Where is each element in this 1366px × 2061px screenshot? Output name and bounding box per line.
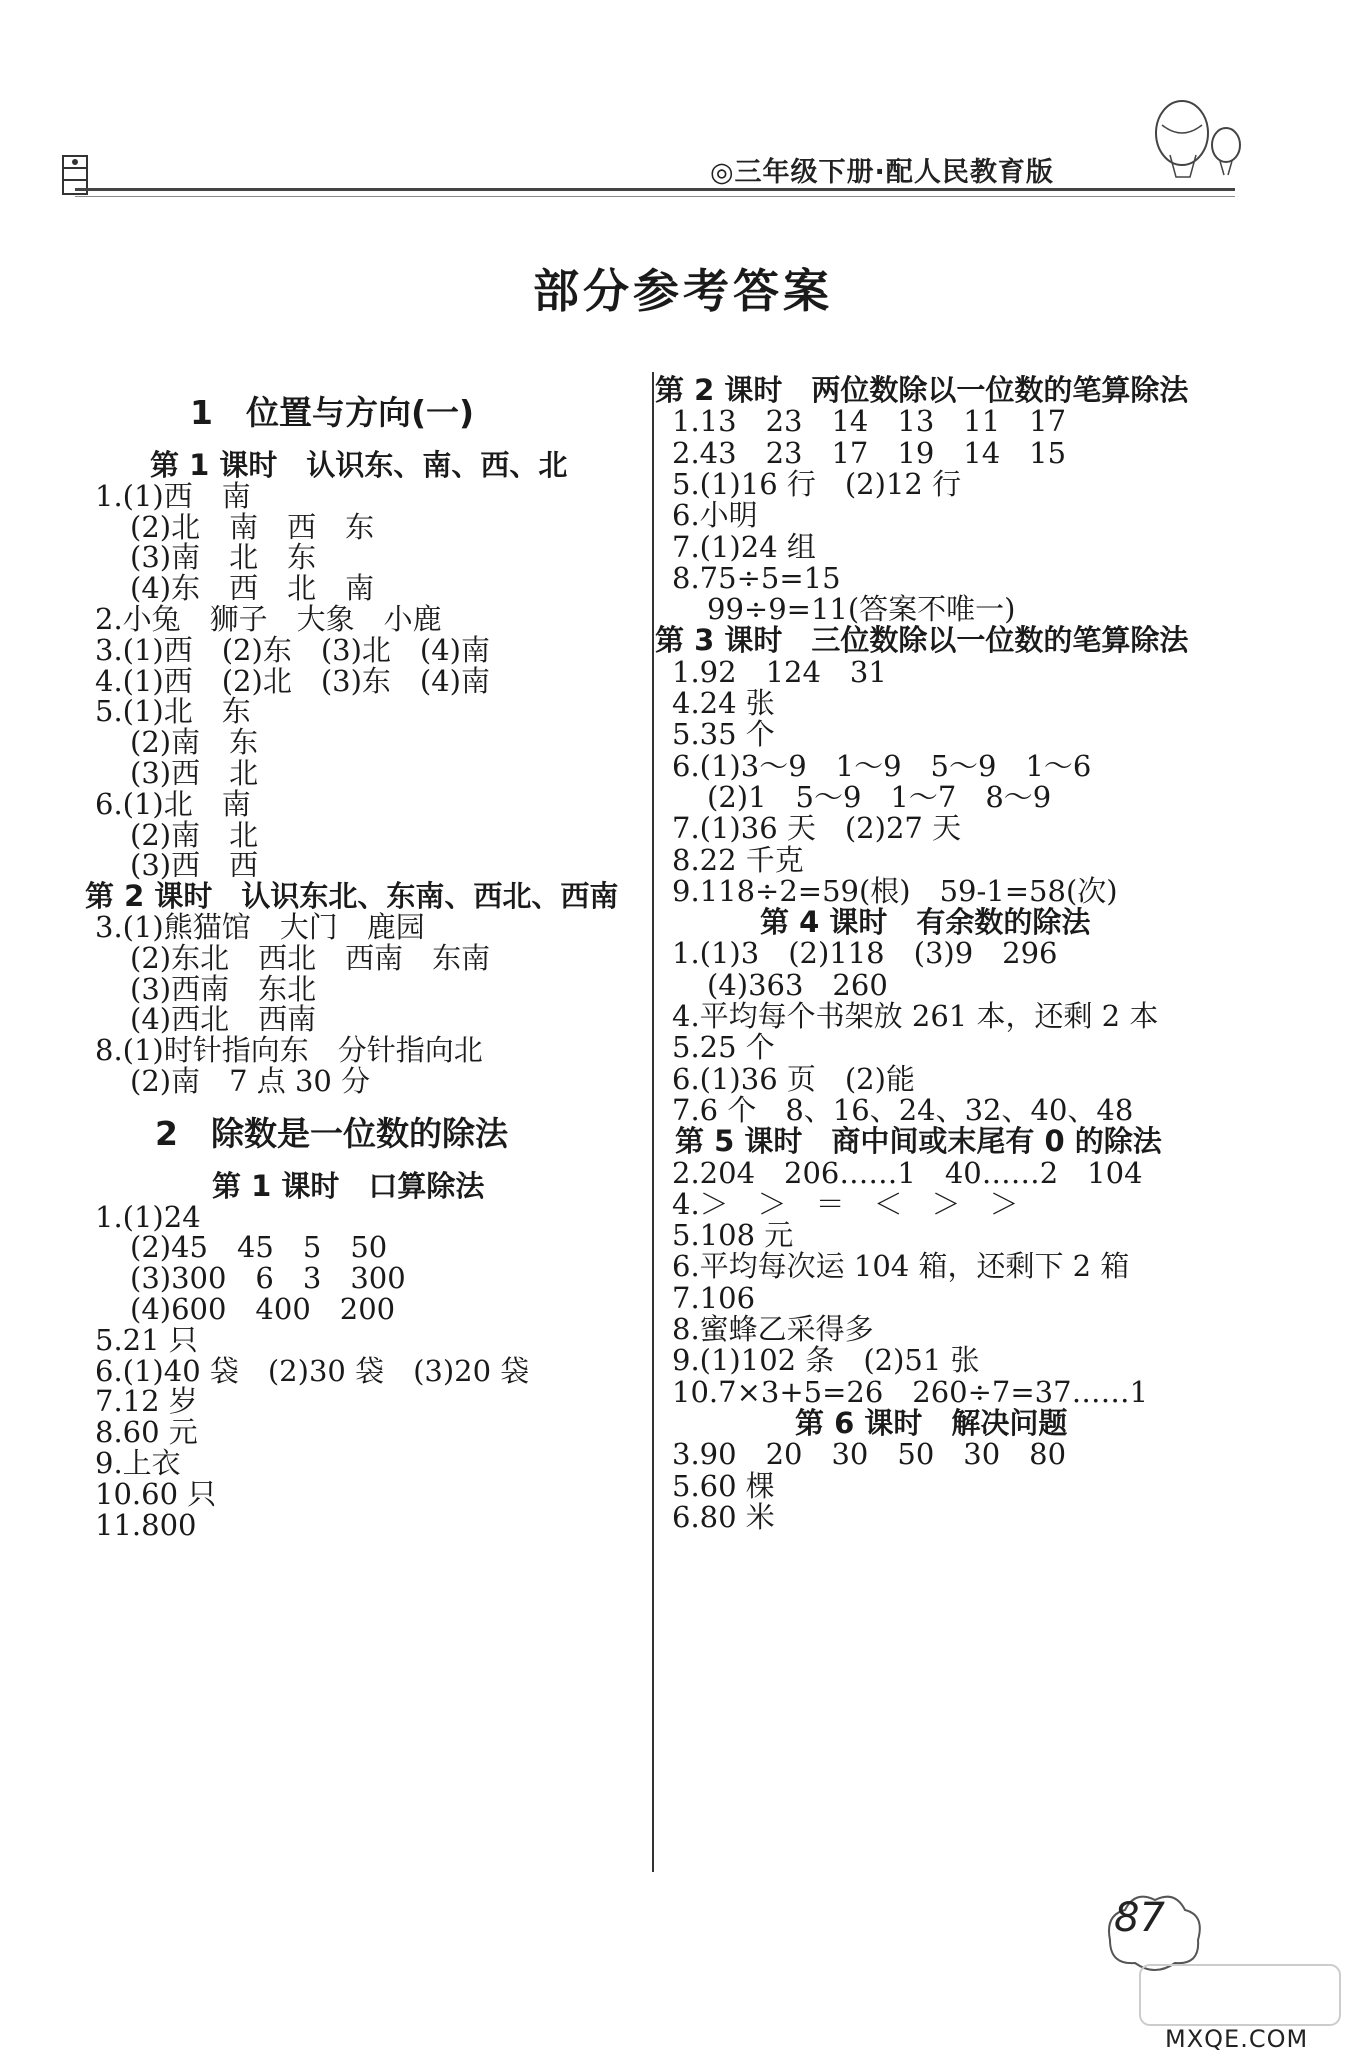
answer-line: 7.6 个 8、16、24、32、40、48 xyxy=(672,1092,1134,1127)
lesson-heading: 第 3 课时 三位数除以一位数的笔算除法 xyxy=(655,623,1189,658)
answer-line: 8.22 千克 xyxy=(672,842,804,877)
answer-line: 10.7×3+5=26 260÷7=37……1 xyxy=(672,1374,1149,1409)
answer-line: 6.平均每次运 104 箱，还剩下 2 箱 xyxy=(672,1249,1130,1284)
answer-line: (2)南 东 xyxy=(130,725,259,760)
answer-line: 2.43 23 17 19 14 15 xyxy=(672,435,1067,470)
answer-line: (2)1 5～9 1～7 8～9 xyxy=(707,779,1052,814)
answer-line: (4)363 260 xyxy=(707,967,888,1002)
answer-line: 1.(1)西 南 xyxy=(95,478,251,513)
column-divider xyxy=(652,372,654,1872)
answer-line: (3)南 北 东 xyxy=(130,540,317,575)
answer-line: (2)北 南 西 东 xyxy=(130,509,375,544)
answer-line: 9.(1)102 条 (2)51 张 xyxy=(672,1343,980,1378)
answer-line: 5.60 棵 xyxy=(672,1468,775,1503)
answer-line: 3.(1)西 (2)东 (3)北 (4)南 xyxy=(95,632,490,667)
answer-line: 6.(1)36 页 (2)能 xyxy=(672,1061,915,1096)
answer-line: 2.小兔 狮子 大象 小鹿 xyxy=(95,602,442,636)
watermark-text: MXQE.COM xyxy=(1165,2025,1309,2053)
answer-line: 1.92 124 31 xyxy=(672,654,887,689)
answer-line: (4)东 西 北 南 xyxy=(130,571,375,606)
answer-line: 8.75÷5=15 xyxy=(672,560,841,595)
answer-line: 6.(1)北 南 xyxy=(95,786,251,821)
answer-line: 6.(1)3～9 1～9 5～9 1～6 xyxy=(672,748,1092,783)
book-logo-icon xyxy=(55,150,95,200)
answer-line: 1.(1)24 xyxy=(95,1199,201,1234)
answer-line: 6.80 米 xyxy=(672,1499,775,1534)
answer-line: (4)600 400 200 xyxy=(130,1292,396,1326)
answer-line: 2.204 206……1 40……2 104 xyxy=(672,1155,1143,1190)
lesson-heading: 第 1 课时 认识东、南、西、北 xyxy=(150,448,568,482)
answer-line: (2)东北 西北 西南 东南 xyxy=(130,940,491,975)
lesson-heading: 第 2 课时 两位数除以一位数的笔算除法 xyxy=(655,373,1189,407)
answer-line: (2)南 北 xyxy=(130,817,259,852)
answer-line: 10.60 只 xyxy=(95,1476,217,1511)
answer-line: 4.＞ ＞ ＝ ＜ ＞ ＞ xyxy=(672,1186,1019,1221)
answer-line: 9.118÷2=59(根) 59-1=58(次) xyxy=(672,873,1118,908)
header-rule xyxy=(75,188,1235,191)
answer-line: 3.90 20 30 50 30 80 xyxy=(672,1437,1067,1472)
answer-line: 7.(1)24 组 xyxy=(672,529,816,564)
answer-line: (4)西北 西南 xyxy=(130,1002,317,1037)
answer-line: (3)西南 东北 xyxy=(130,971,317,1006)
answer-line: 3.(1)熊猫馆 大门 鹿园 xyxy=(95,910,425,944)
answer-line: (3)西 西 xyxy=(130,848,259,883)
answer-line: 8.60 元 xyxy=(95,1415,198,1450)
answer-line: 8.(1)时针指向东 分针指向北 xyxy=(95,1033,483,1068)
answer-line: 4.(1)西 (2)北 (3)东 (4)南 xyxy=(95,663,490,698)
page-header xyxy=(0,0,1366,230)
page-title: 部分参考答案 xyxy=(533,264,833,318)
answer-line: 6.小明 xyxy=(672,498,758,533)
answer-line: 1.13 23 14 13 11 17 xyxy=(672,404,1067,439)
answer-line: (3)300 6 3 300 xyxy=(130,1261,406,1296)
answer-line: 4.平均每个书架放 261 本，还剩 2 本 xyxy=(672,999,1159,1033)
page-number: 87 xyxy=(1114,1895,1165,1941)
answer-line: 99÷9=11(答案不唯一) xyxy=(707,592,1016,627)
answer-line: 5.25 个 xyxy=(672,1030,775,1065)
answer-line: 11.800 xyxy=(95,1507,197,1542)
answer-line: 6.(1)40 袋 (2)30 袋 (3)20 袋 xyxy=(95,1353,530,1388)
answer-line: 5.35 个 xyxy=(672,717,775,752)
hot-air-balloon-icon xyxy=(1140,95,1250,195)
answer-line: 8.蜜蜂乙采得多 xyxy=(672,1312,874,1346)
lesson-heading: 第 4 课时 有余数的除法 xyxy=(760,905,1091,940)
answer-line: 7.(1)36 天 (2)27 天 xyxy=(672,811,962,846)
lesson-heading: 第 6 课时 解决问题 xyxy=(795,1405,1068,1440)
answer-line: 1.(1)3 (2)118 (3)9 296 xyxy=(672,936,1058,971)
lesson-heading: 第 5 课时 商中间或末尾有 0 的除法 xyxy=(675,1124,1162,1159)
section-heading: 1 位置与方向(一) xyxy=(190,393,475,432)
answer-line: (2)南 7 点 30 分 xyxy=(130,1064,371,1098)
answer-line: 7.12 岁 xyxy=(95,1384,198,1419)
lesson-heading: 第 1 课时 口算除法 xyxy=(212,1168,485,1203)
answer-line: 9.上衣 xyxy=(95,1446,181,1480)
answer-line: 5.(1)16 行 (2)12 行 xyxy=(672,466,962,501)
answer-line: 7.106 xyxy=(672,1280,756,1315)
answer-line: 5.21 只 xyxy=(95,1322,198,1357)
answer-line: 5.(1)北 东 xyxy=(95,694,251,729)
lesson-heading: 第 2 课时 认识东北、东南、西北、西南 xyxy=(85,879,619,914)
edition-label: ◎三年级下册·配人民教育版 xyxy=(710,157,1054,188)
section-heading: 2 除数是一位数的除法 xyxy=(155,1113,508,1153)
answer-line: 4.24 张 xyxy=(672,686,775,720)
header-rule-thin xyxy=(75,196,1235,197)
answer-line: 5.108 元 xyxy=(672,1218,794,1253)
answer-line: (2)45 45 5 50 xyxy=(130,1230,388,1265)
answer-line: (3)西 北 xyxy=(130,756,259,790)
